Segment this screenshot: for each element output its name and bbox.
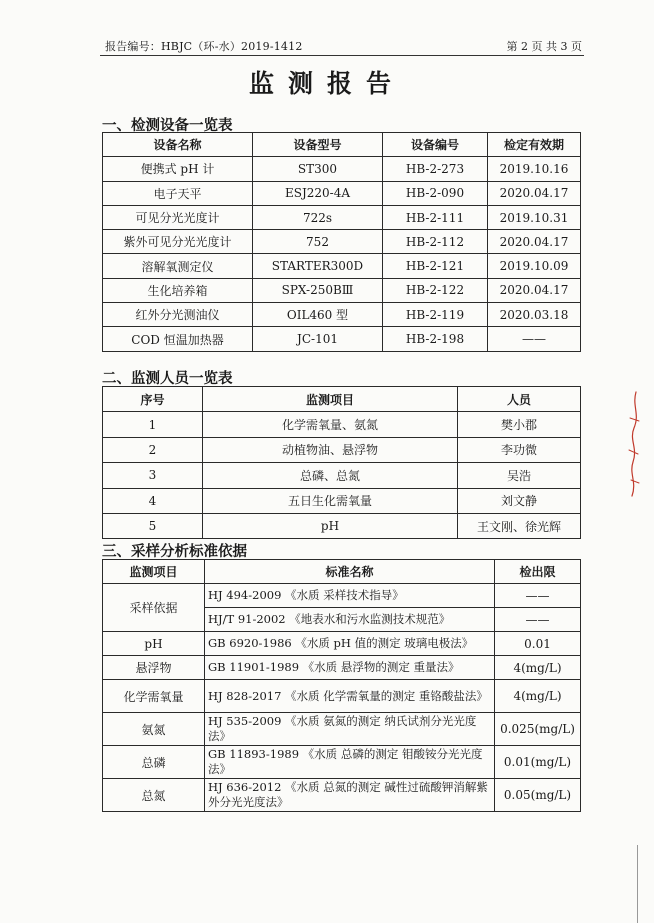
cell: 2 — [103, 437, 203, 462]
cell: JC-101 — [253, 327, 383, 351]
cell: 王文刚、徐光辉 — [458, 513, 581, 538]
table-row — [103, 680, 581, 713]
cell: pH — [203, 513, 458, 538]
page-info: 第 2 页 共 3 页 — [506, 40, 582, 53]
cell: GB 6920-1986 《水质 pH 值的测定 玻璃电极法》 — [205, 632, 495, 656]
cell: 1 — [103, 412, 203, 437]
cell: HB-2-273 — [383, 157, 488, 181]
cell: 化学需氧量、氨氮 — [203, 412, 458, 437]
cell: COD 恒温加热器 — [103, 327, 253, 351]
table-row — [103, 463, 581, 488]
cell: 悬浮物 — [103, 656, 205, 680]
cell: 总氮 — [103, 779, 205, 812]
cell: —— — [488, 327, 581, 351]
cell: 樊小郡 — [458, 412, 581, 437]
table-row — [103, 254, 581, 278]
table-row — [103, 513, 581, 538]
header-divider — [100, 55, 584, 56]
cell: HJ/T 91-2002 《地表水和污水监测技术规范》 — [205, 608, 495, 632]
table-header-row — [103, 560, 581, 584]
cell: 刘文静 — [458, 488, 581, 513]
table-row — [103, 488, 581, 513]
cell: —— — [495, 608, 581, 632]
cell: —— — [495, 584, 581, 608]
cell: 氨氮 — [103, 713, 205, 746]
scan-edge-line — [637, 845, 638, 923]
table-row — [103, 181, 581, 205]
table-header-row — [103, 387, 581, 412]
cell: 总磷、总氮 — [203, 463, 458, 488]
table-row — [103, 157, 581, 181]
cell: 2019.10.16 — [488, 157, 581, 181]
cell: 0.025(mg/L) — [495, 713, 581, 746]
table-header-row — [103, 133, 581, 157]
report-number: 报告编号：HBJC（环-水）2019-1412 — [105, 40, 303, 53]
cell: 5 — [103, 513, 203, 538]
col-header: 检定有效期 — [488, 133, 581, 157]
cell: 化学需氧量 — [103, 680, 205, 713]
cell: HJ 494-2009 《水质 采样技术指导》 — [205, 584, 495, 608]
cell: 吴浩 — [458, 463, 581, 488]
cell: 0.05(mg/L) — [495, 779, 581, 812]
cell: 采样依据 — [103, 584, 205, 632]
cell: 2020.04.17 — [488, 181, 581, 205]
cell: 动植物油、悬浮物 — [203, 437, 458, 462]
col-header: 设备型号 — [253, 133, 383, 157]
cell: OIL460 型 — [253, 303, 383, 327]
cell: HJ 535-2009 《水质 氨氮的测定 纳氏试剂分光光度法》 — [205, 713, 495, 746]
col-header: 标准名称 — [205, 560, 495, 584]
table-row — [103, 205, 581, 229]
table-row — [103, 303, 581, 327]
cell: 2019.10.31 — [488, 205, 581, 229]
cell: 总磷 — [103, 746, 205, 779]
cell: pH — [103, 632, 205, 656]
section1-heading: 一、检测设备一览表 — [102, 117, 233, 134]
cell: 722s — [253, 205, 383, 229]
cell: 溶解氧测定仪 — [103, 254, 253, 278]
cell: 李功微 — [458, 437, 581, 462]
table-row — [103, 632, 581, 656]
cell: 可见分光光度计 — [103, 205, 253, 229]
equipment-table — [102, 132, 581, 352]
cell: 4(mg/L) — [495, 656, 581, 680]
col-header: 序号 — [103, 387, 203, 412]
cell: 2020.03.18 — [488, 303, 581, 327]
cell: ESJ220-4A — [253, 181, 383, 205]
table-row — [103, 327, 581, 351]
cell: 五日生化需氧量 — [203, 488, 458, 513]
cell: GB 11901-1989 《水质 悬浮物的测定 重量法》 — [205, 656, 495, 680]
cell: HB-2-111 — [383, 205, 488, 229]
cell: 便携式 pH 计 — [103, 157, 253, 181]
table-row — [103, 656, 581, 680]
cell: SPX-250BⅢ — [253, 278, 383, 302]
cell: 红外分光测油仪 — [103, 303, 253, 327]
col-header: 监测项目 — [103, 560, 205, 584]
cell: HB-2-119 — [383, 303, 488, 327]
page-title: 监测报告 — [248, 69, 405, 98]
cell: ST300 — [253, 157, 383, 181]
personnel-table — [102, 386, 581, 539]
cell: 0.01 — [495, 632, 581, 656]
cell: 2019.10.09 — [488, 254, 581, 278]
cell: GB 11893-1989 《水质 总磷的测定 钼酸铵分光光度法》 — [205, 746, 495, 779]
cell: 电子天平 — [103, 181, 253, 205]
cell: HB-2-122 — [383, 278, 488, 302]
cell: 2020.04.17 — [488, 278, 581, 302]
section2-heading: 二、监测人员一览表 — [102, 370, 233, 387]
cell: 4(mg/L) — [495, 680, 581, 713]
cell: 3 — [103, 463, 203, 488]
cell: HJ 828-2017 《水质 化学需氧量的测定 重铬酸盐法》 — [205, 680, 495, 713]
cell: 0.01(mg/L) — [495, 746, 581, 779]
cell: HB-2-121 — [383, 254, 488, 278]
cell: 752 — [253, 230, 383, 254]
table-row — [103, 278, 581, 302]
cell: 4 — [103, 488, 203, 513]
cell: HJ 636-2012 《水质 总氮的测定 碱性过硫酸钾消解紫外分光光度法》 — [205, 779, 495, 812]
cell: STARTER300D — [253, 254, 383, 278]
cell: 生化培养箱 — [103, 278, 253, 302]
table-row — [103, 713, 581, 746]
table-row — [103, 779, 581, 812]
table-row — [103, 412, 581, 437]
cell: 2020.04.17 — [488, 230, 581, 254]
standards-table — [102, 559, 581, 812]
col-header: 监测项目 — [203, 387, 458, 412]
cell: HB-2-090 — [383, 181, 488, 205]
table-row — [103, 230, 581, 254]
cell: HB-2-198 — [383, 327, 488, 351]
col-header: 检出限 — [495, 560, 581, 584]
signature-mark — [620, 388, 646, 503]
section3-heading: 三、采样分析标准依据 — [102, 543, 247, 560]
col-header: 设备编号 — [383, 133, 488, 157]
table-row — [103, 746, 581, 779]
col-header: 人员 — [458, 387, 581, 412]
cell: 紫外可见分光光度计 — [103, 230, 253, 254]
col-header: 设备名称 — [103, 133, 253, 157]
table-row — [103, 437, 581, 462]
cell: HB-2-112 — [383, 230, 488, 254]
table-row — [103, 584, 581, 608]
